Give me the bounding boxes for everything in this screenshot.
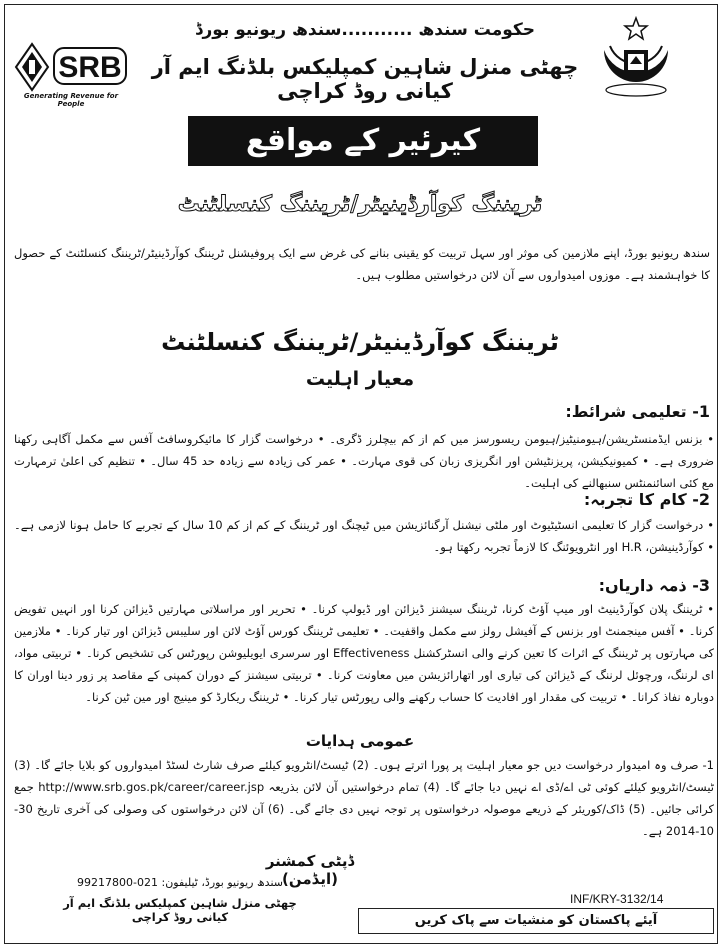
footer-slogan: آیئے پاکستان کو منشیات سے پاک کریں <box>358 908 714 934</box>
office-address: چھٹی منزل شاہین کمپلیکس بلڈنگ ایم آر کیانی روڈ کراچی <box>151 55 579 103</box>
contact-phone: سندھ ریونیو بورڈ، ٹیلیفون: 021-99217800 <box>77 876 283 889</box>
contact-address: چھٹی منزل شاہین کمپلیکس بلڈنگ ایم آر کیانی روڈ کراچی <box>63 896 297 924</box>
position-subtitle: ٹریننگ کوآرڈینیٹر/ٹریننگ کنسلٹنٹ <box>177 192 543 217</box>
srb-logo <box>12 42 130 108</box>
srb-emblem-icon <box>12 42 130 92</box>
page-title: کیرئیر کے مواقع <box>188 116 538 166</box>
experience-heading: 2- کام کا تجربہ: <box>583 490 710 509</box>
eligibility-title: معیار اہلیت <box>305 368 415 390</box>
position-title: ٹریننگ کوآرڈینیٹر/ٹریننگ کنسلٹنٹ <box>161 328 559 356</box>
government-seal-icon <box>596 16 676 100</box>
general-instructions-title: عمومی ہدایات <box>305 732 415 750</box>
signatory: ڈپٹی کمشنر (ایڈمن) <box>265 852 355 888</box>
responsibilities-text: • ٹریننگ پلان کوآرڈینیٹ اور میپ آؤٹ کرنا، ٹریننگ سیشنز ڈیزائن اور ڈیولپ کرنا۔ • تحریر اور مراسلاتی مہارتیں ڈیزائن کرنا اور انہیں تفویض کرنا۔ • آفس مینجمنٹ اور بزنس کے آفیشل رولز سے مکمل واقفیت۔ • تعلیمی ٹریننگ کورس آؤٹ لائن اور سلیبس ڈیزائن اور تیار کرنا۔ • ملازمین کی مہارتوں پر ٹریننگ کے اثرات کا تعین کرنے والی انسٹرکشنل Effectiveness اور سرسری ایویلیوشن رپورٹس کی تشخیص کرنا۔ • تربیتی مواد، ای لرننگ، ورچوئل لرننگ کے ڈیزائن کی تیاری اور اتھارائزیشن میں معاونت کرنا۔ • تربیتی سیشنز کے دوران کمپنی کے مقاصد پر زور دینا اوران کا دوبارہ نفاذ کرانا۔ • تربیت کی مقدار اور افادیت کا حساب رکھنے والی رپورٹس تیار کرنا۔ • ٹریننگ ریکارڈ کو مینیج اور مین ٹین کرنا۔ <box>14 602 715 704</box>
srb-logo-text: SRB <box>58 51 122 84</box>
government-header: حکومت سندھ ...........سندھ ریونیو بورڈ <box>194 20 536 40</box>
education-text: • بزنس ایڈمنسٹریشن/ہیومنیٹیز/ہیومن ریسورسز میں کم از کم بیچلرز ڈگری۔ • درخواست گزار کا مائیکروسافٹ آفس سے مکمل آگاہی رکھنا ضروری ہے۔ • کمیونیکیشن، پریزنٹیشن اور انگریزی زبان کی قوی مہارت۔ • عمر کی زیادہ سے زیادہ حد 45 سال۔ • تنظیم کی اعلیٰ ترمہارت مع کئی اسائنمنٹس سنبھالنے کی اہلیت۔ <box>14 432 715 490</box>
experience-text: • درخواست گزار کا تعلیمی انسٹیٹیوٹ اور ملٹی نیشنل آرگنائزیشن میں ٹیچنگ اور ٹریننگ کے کم از کم 10 سال کے تجربے کا حامل ہونا لازمی ہے۔ • کوآرڈینیشن، H.R اور انٹرویوئنگ کا لازماً تجربہ رکھتا ہو۔ <box>14 518 714 554</box>
general-instructions-text: 1- صرف وہ امیدوار درخواست دیں جو معیار اہلیت پر پورا اترتے ہوں۔ (2) ٹیسٹ/انٹرویو کیلئے صرف شارٹ لسٹڈ امیدواروں کو بلایا جائے گا۔ (3) ٹیسٹ/انٹرویو کیلئے کوئی ٹی اے/ڈی اے نہیں دیا جائے گا۔ (4) تمام درخواستیں آن لائن بذریعہ http://www.srb.gos.pk/career/career.jsp جمع کرائی جائیں۔ (5) ڈاک/کوریئر کے ذریعے موصولہ درخواستوں پر توجہ نہیں دی جائے گی۔ (6) آن لائن درخواستوں کی وصولی کی آخری تاریخ 30-10-2014 ہے۔ <box>14 758 715 838</box>
intro-paragraph: سندھ ریونیو بورڈ، اپنے ملازمین کی موثر اور سہل تربیت کو یقینی بنانے کی غرض سے ایک پروفیشنل ٹریننگ کوآرڈینیٹر/ٹریننگ کنسلٹنٹ کے حصول کا خواہشمند ہے۔ موزوں امیدواروں سے آن لائن درخواستیں مطلوب ہیں۔ <box>14 246 710 282</box>
logo-tagline: Generating Revenue for People <box>23 92 119 108</box>
responsibilities-heading: 3- ذمہ داریاں: <box>598 576 710 595</box>
reference-number: INF/KRY-3132/14 <box>570 892 664 906</box>
education-heading: 1- تعلیمی شرائط: <box>565 402 710 421</box>
